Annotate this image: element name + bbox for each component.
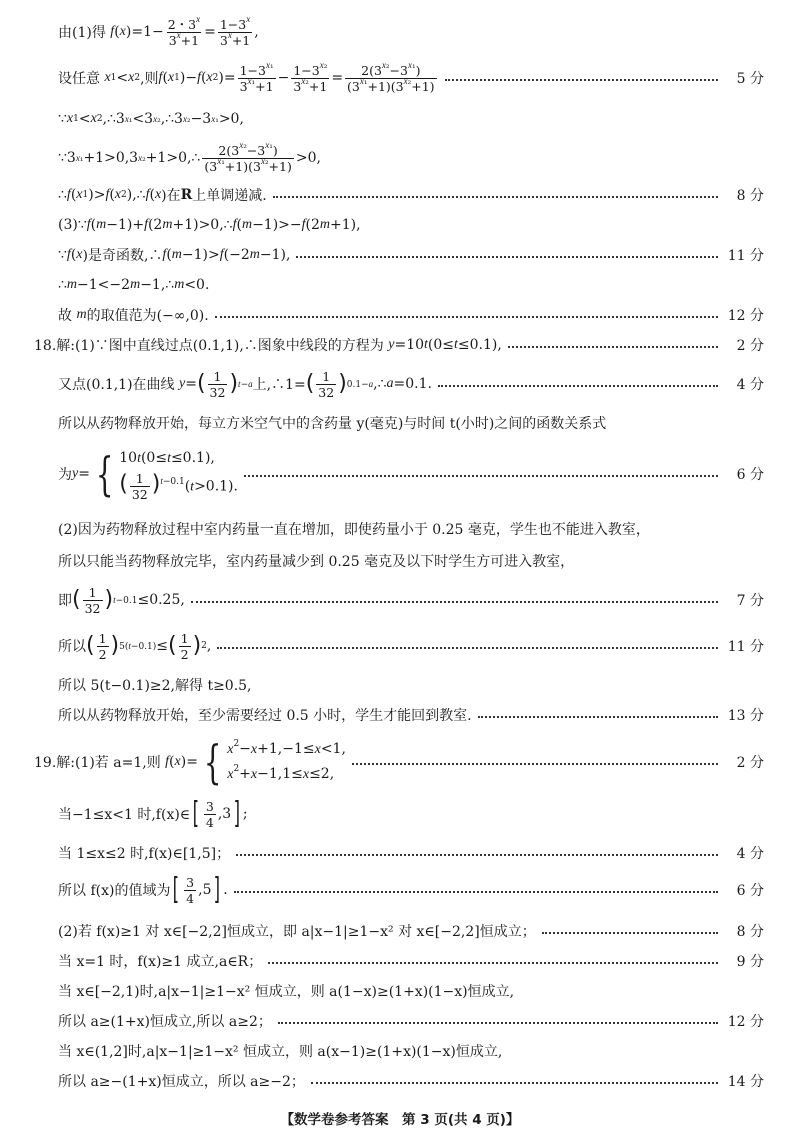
text: 当−1≤x<1 时,f(x)∈ [58, 807, 191, 823]
text: 又点(0.1,1)在曲线 [58, 377, 175, 393]
text: 所以 5(t−0.1)≥2,解得 t≥0.5, [58, 678, 252, 694]
text: ∵ [58, 247, 67, 263]
solution-line: 即 ( $\frac{1}{32}$ ) t−0.1 ≤0.25, 7 分 [58, 584, 764, 616]
leader-dots [236, 854, 718, 856]
text: ∵ [58, 150, 67, 166]
score: 4 分 [736, 846, 764, 862]
solution-line: 由(1)得 f ( x )=1− $\frac{2・3^x}{3^x+1}$ = $\frac{1-3^x}{3^x+1}$ , [58, 13, 259, 48]
solution-line [0, 1070, 800, 1092]
text: ∴ [58, 187, 67, 203]
score: 7 分 [736, 593, 764, 609]
score: 2 分 [736, 755, 764, 771]
score: 12 分 [727, 1014, 764, 1030]
solution-line: 所以 f(x)的值域为 [ $\frac{3}{4}$ ,5 ] . 6 分 [58, 872, 764, 907]
text: (2)因为药物释放过程中室内药量一直在增加，即使药量小于 0.25 毫克，学生也不能进入教室， [58, 522, 650, 538]
solution-line: ∵ f ( x )是奇函数,∴ f ( m −1)> f (−2 m −1), 11 分 [58, 247, 764, 264]
score: 11 分 [727, 639, 764, 655]
leader-dots [191, 601, 718, 603]
solution-line [0, 842, 800, 864]
leader-dots [508, 346, 718, 348]
score: 6 分 [736, 467, 764, 483]
solution-line [0, 704, 800, 726]
leader-dots [438, 385, 718, 387]
solution-line [0, 1040, 800, 1062]
leader-dots [478, 716, 718, 718]
text: ∴ [58, 277, 67, 293]
text: 当 1≤x≤2 时,f(x)∈[1,5]； [58, 846, 231, 862]
solution-line: 为 y = { 10t(0≤t≤0.1), ( $\frac{1}{32}$ )$^{t-0.1}$(t>0.1). 6 分 [58, 447, 764, 502]
solution-line [0, 674, 800, 696]
leader-dots [234, 891, 718, 893]
score: 2 分 [736, 338, 764, 354]
text: 当 x∈[−2,1)时,a|x−1|≥1−x² 恒成立，则 a(1−x)≥(1+x)(1−x)恒成立, [58, 984, 515, 1000]
text: (3)∵ [58, 217, 87, 233]
question-18-label: 18.解:(1)∵图中直线过点(0.1,1),∴图象中线段的方程为 [34, 338, 384, 354]
solution-line: 当−1≤x<1 时,f(x)∈ [ $\frac{3}{4}$ ,3 ] ; [58, 796, 248, 831]
solution-line [0, 980, 800, 1002]
leader-dots [542, 932, 718, 934]
solution-line: ∵ x 1 < x 2 ,∴3 x₁ <3 x₂ ,∴3 x₂ −3 x₁ >0, [58, 111, 244, 127]
score: 6 分 [736, 883, 764, 899]
text: 当 x∈(1,2]时,a|x−1|≥1−x² 恒成立，则 a(x−1)≥(1+x)(1−x)恒成立, [58, 1044, 503, 1060]
text: (2)若 f(x)≥1 对 x∈[−2,2]恒成立，即 a|x−1|≥1−x² 对 x∈[−2,2]恒成立； [58, 924, 536, 940]
text: ∵ [58, 111, 67, 127]
solution-line [0, 412, 800, 434]
score: 5 分 [736, 71, 764, 87]
solution-line [0, 550, 800, 572]
score: 12 分 [727, 308, 764, 324]
score: 8 分 [736, 924, 764, 940]
text: 所以只能当药物释放完毕，室内药量减少到 0.25 毫克及以下时学生方可进入教室， [58, 554, 575, 570]
score: 4 分 [736, 377, 764, 393]
score: 14 分 [727, 1074, 764, 1090]
solution-line [0, 1010, 800, 1032]
leader-dots [217, 647, 718, 649]
leader-dots [278, 1022, 718, 1024]
solution-line: 又点(0.1,1)在曲线 y = ( $\frac{1}{32}$ ) t−a 上,∴1= ( $\frac{1}{32}$ ) 0.1−a ,∴ a =0.1. 4 分 [58, 368, 764, 400]
solution-line: ∴ m −1<−2 m −1,∴ m <0. [58, 277, 210, 293]
solution-line [0, 950, 800, 972]
leader-dots [445, 79, 718, 81]
text: 所以 a≥(1+x)恒成立,所以 a≥2； [58, 1014, 272, 1030]
solution-line: 设任意 x 1 < x 2 ,则 f ( x 1 )− f ( x 2 )= $\frac{1-3^{x_1}}{3^{x_1}+1}$ − $\frac{1-3^{x_2}}{3^{x_2}+1}$ = $\frac{2(3^{x_2}-3^{x_1})}{(3^{x_1}+1)(3^{x_2}+1)}$ 5 分 [58, 59, 764, 94]
solution-line: 19.解:(1)若 a=1,则 f ( x )= { $x^2-x+1,-1\le x<1$, $x^2+x-1,1\le x\le 2$, 2 分 [34, 735, 764, 789]
leader-dots [273, 196, 718, 198]
solution-line: ∴ f ( x 1 )> f ( x 2 ),∴ f ( x )在 R 上单调递减. 8 分 [58, 187, 764, 204]
score: 11 分 [727, 248, 764, 264]
text: 设任意 [58, 71, 100, 87]
leader-dots [244, 475, 718, 477]
leader-dots [352, 763, 718, 765]
leader-dots [296, 256, 718, 258]
solution-line [0, 920, 800, 942]
text: 由(1)得 [58, 25, 106, 41]
leader-dots [311, 1082, 718, 1084]
solution-line: 故 m 的取值范为(−∞,0). 12 分 [58, 307, 764, 324]
score: 13 分 [727, 708, 764, 724]
solution-line: 18.解:(1)∵图中直线过点(0.1,1),∴图象中线段的方程为 y =10 t (0≤ t ≤0.1), 2 分 [34, 337, 764, 354]
solution-line [0, 518, 800, 540]
text: 故 [58, 308, 72, 324]
leader-dots [268, 962, 718, 964]
page-footer: 【数学卷参考答案 第 3 页(共 4 页)】 [280, 1112, 520, 1128]
text: 当 x=1 时，f(x)≥1 成立,a∈R； [58, 954, 263, 970]
score: 9 分 [736, 954, 764, 970]
text: 所以 a≥−(1+x)恒成立，所以 a≥−2； [58, 1074, 305, 1090]
score: 8 分 [736, 188, 764, 204]
text: 所以从药物释放开始，每立方米空气中的含药量 y(毫克)与时间 t(小时)之间的函数关系式 [58, 416, 607, 432]
text: 所以从药物释放开始，至少需要经过 0.5 小时，学生才能回到教室. [58, 708, 472, 724]
solution-line: ∵ 3 x₁ +1>0,3 x₂ +1>0,∴ $\frac{2(3^{x_2}-3^{x_1})}{(3^{x_1}+1)(3^{x_2}+1)}$ >0, [58, 139, 321, 174]
question-19-label: 19.解:(1)若 a=1,则 [34, 755, 161, 771]
leader-dots [215, 316, 718, 318]
solution-line: 所以 ( $\frac{1}{2}$ ) 5(t−0.1) ≤ ( $\frac{1}{2}$ ) 2 , 11 分 [58, 630, 764, 662]
text: 所以 f(x)的值域为 [58, 883, 171, 899]
solution-line: (3)∵ f ( m −1)+ f (2 m +1)>0,∴ f ( m −1)>− f (2 m +1), [58, 217, 361, 233]
